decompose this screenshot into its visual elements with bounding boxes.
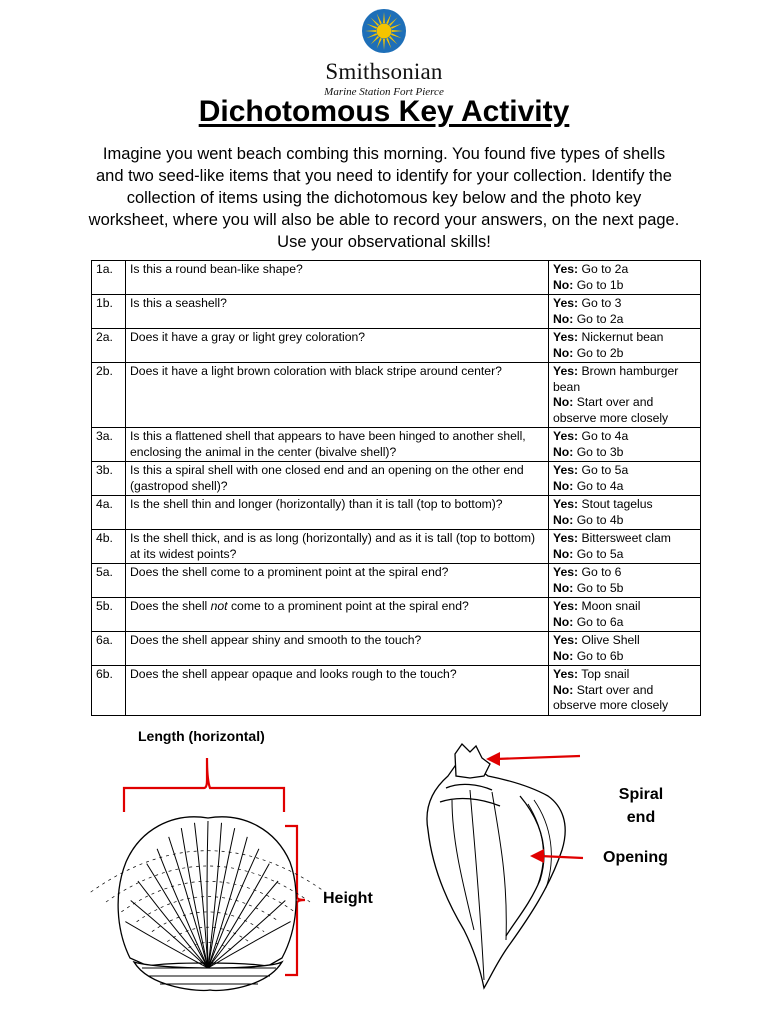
key-question: Is this a seashell?	[126, 295, 549, 329]
yes-result: Go to 2a	[581, 262, 629, 276]
no-label: No:	[553, 277, 574, 292]
yes-result: Moon snail	[581, 599, 641, 613]
no-result: Go to 1b	[576, 277, 624, 292]
no-label: No:	[553, 648, 574, 663]
no-result: Go to 6b	[576, 648, 624, 663]
yes-result: Nickernut bean	[581, 330, 664, 344]
yes-label: Yes:	[553, 429, 579, 443]
yes-label: Yes:	[553, 531, 579, 545]
yes-result: Stout tagelus	[581, 497, 653, 511]
page-title: Dichotomous Key Activity	[198, 95, 570, 128]
key-row-id: 5a.	[92, 564, 126, 598]
key-row-id: 6a.	[92, 632, 126, 666]
yes-result: Go to 5a	[581, 463, 629, 477]
yes-label: Yes:	[553, 497, 579, 511]
key-question: Does the shell appear opaque and looks rough to the touch?	[126, 666, 549, 716]
spiral-label-line1: Spiral	[618, 786, 664, 803]
opening-label: Opening	[603, 849, 668, 866]
key-row-id: 2b.	[92, 363, 126, 428]
no-label: No:	[553, 444, 574, 459]
height-label: Height	[323, 890, 373, 907]
no-label: No:	[553, 345, 574, 360]
key-row-id: 2a.	[92, 329, 126, 363]
org-subtitle: Marine Station Fort Pierce	[324, 86, 444, 98]
yes-result: Go to 4a	[581, 429, 629, 443]
no-label: No:	[553, 546, 574, 561]
spiral-end-label	[608, 783, 674, 829]
key-question-part: Does the shell	[130, 599, 211, 613]
no-result: Go to 4b	[576, 512, 624, 527]
spiral-end-arrow	[486, 752, 580, 766]
no-label: No:	[553, 614, 574, 629]
no-result: Go to 6a	[576, 614, 624, 629]
key-row-id: 1b.	[92, 295, 126, 329]
yes-label: Yes:	[553, 364, 579, 378]
no-label: No:	[553, 682, 574, 697]
conch-shell-illustration	[427, 744, 565, 988]
key-row-id: 4a.	[92, 496, 126, 530]
key-row-id: 3a.	[92, 428, 126, 462]
length-brace	[124, 758, 284, 812]
no-result: Start over and observe more closely	[553, 682, 669, 712]
yes-result: Go to 6	[581, 565, 622, 579]
key-question-emphasis: not	[210, 599, 228, 613]
key-question: Is this a round bean-like shape?	[126, 261, 549, 295]
yes-label: Yes:	[553, 599, 579, 613]
key-question: Is the shell thin and longer (horizontally) than it is tall (top to bottom)?	[126, 496, 549, 530]
no-result: Go to 3b	[576, 444, 624, 459]
yes-label: Yes:	[553, 463, 579, 477]
yes-result: Top snail	[581, 667, 630, 681]
yes-result: Brown hamburger bean	[553, 364, 679, 394]
key-row-id: 1a.	[92, 261, 126, 295]
key-question: Does it have a light brown coloration with black stripe around center?	[126, 363, 549, 428]
key-question: Does the shell come to a prominent point at the spiral end?	[126, 564, 549, 598]
yes-label: Yes:	[553, 633, 579, 647]
no-result: Go to 2b	[576, 345, 624, 360]
key-question-part: come to a prominent point at the spiral end?	[227, 599, 469, 613]
length-label: Length (horizontal)	[138, 728, 265, 744]
yes-label: Yes:	[553, 330, 579, 344]
no-label: No:	[553, 478, 574, 493]
scallop-shell-illustration	[91, 817, 326, 991]
key-row-id: 5b.	[92, 598, 126, 632]
yes-label: Yes:	[553, 296, 579, 310]
yes-result: Olive Shell	[581, 633, 640, 647]
org-name: Smithsonian	[325, 59, 443, 84]
no-label: No:	[553, 512, 574, 527]
no-label: No:	[553, 395, 574, 409]
intro-paragraph: Imagine you went beach combing this morning. You found five types of shells and two seed-like items that you need to identify for your collection. Identify the collection of items using the dichotomous key below and the photo key worksheet, where you will also be able to record your answers, on the next page. Use your observational skills!	[88, 145, 680, 251]
no-result: Go to 2a	[576, 311, 624, 326]
no-result: Start over and observe more closely	[553, 395, 669, 425]
no-result: Go to 5a	[576, 546, 624, 561]
key-question: Is this a flattened shell that appears to have been hinged to another shell, enclosing the animal in the center (bivalve shell)?	[126, 428, 549, 462]
yes-label: Yes:	[553, 262, 579, 276]
key-question: Does the shell appear shiny and smooth to the touch?	[126, 632, 549, 666]
yes-label: Yes:	[553, 565, 579, 579]
key-row-id: 6b.	[92, 666, 126, 716]
spiral-label-line2: end	[626, 809, 656, 826]
key-row-id: 3b.	[92, 462, 126, 496]
no-label: No:	[553, 311, 574, 326]
key-question: Is this a spiral shell with one closed end and an opening on the other end (gastropod shell)?	[126, 462, 549, 496]
no-result: Go to 4a	[576, 478, 624, 493]
key-question: Does it have a gray or light grey coloration?	[126, 329, 549, 363]
no-result: Go to 5b	[576, 580, 624, 595]
yes-result: Bittersweet clam	[581, 531, 671, 545]
key-row-id: 4b.	[92, 530, 126, 564]
no-label: No:	[553, 580, 574, 595]
yes-label: Yes:	[553, 667, 579, 681]
yes-result: Go to 3	[581, 296, 622, 310]
key-question: Is the shell thick, and is as long (horizontally) and as it is tall (top to bottom) at its widest points?	[126, 530, 549, 564]
